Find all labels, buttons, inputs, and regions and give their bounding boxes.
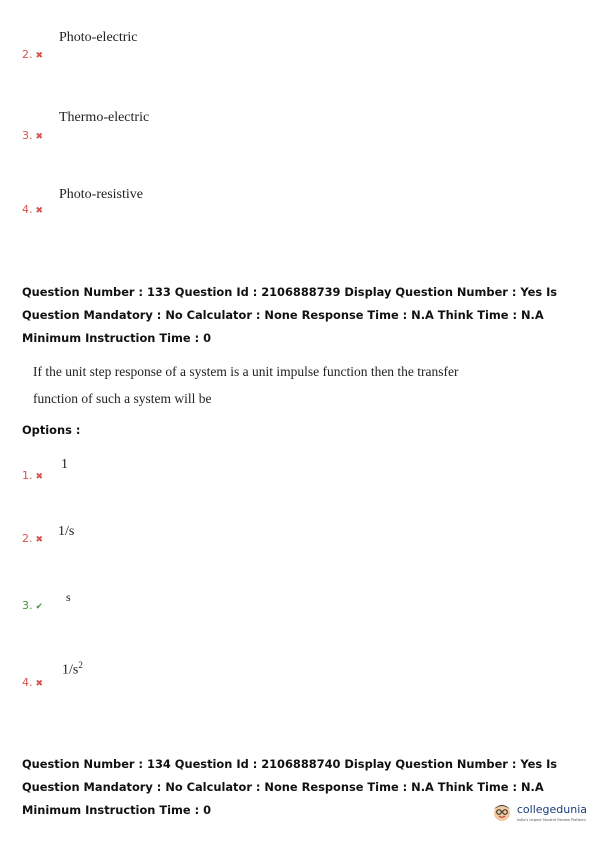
cross-icon: ✖ [35, 206, 44, 216]
option-number-label: 3. [22, 129, 33, 142]
option-text: Photo-electric [59, 30, 138, 45]
cross-icon: ✖ [35, 679, 44, 689]
mascot-icon [491, 800, 513, 822]
option-number-label: 2. [22, 48, 33, 61]
option-number [22, 203, 43, 216]
option-text [62, 660, 83, 679]
option-number [22, 129, 43, 142]
check-icon: ✔ [35, 602, 44, 612]
option-number [22, 469, 43, 482]
question-meta: Question Number : 134 Question Id : 2106888740 Display Question Number : Yes Is Question Mandatory : No Calculator : None Response Time : N.A Think Time : N.A Minimum Instruction Time : 0 [22, 757, 558, 817]
option-number [22, 599, 43, 612]
option-number [22, 676, 43, 689]
option-number [22, 48, 43, 61]
option-text-base: 1/s [62, 662, 79, 678]
option-text: 1/s [58, 524, 75, 539]
option-text: s [66, 590, 71, 604]
option-text-superscript: 2 [78, 660, 83, 670]
option-number-label: 4. [22, 203, 33, 216]
cross-icon: ✖ [35, 132, 44, 142]
brand-tagline: India's largest Student Review Platform [516, 818, 586, 822]
option-number [22, 532, 43, 545]
collegedunia-logo [491, 800, 587, 822]
option-number-label: 2. [22, 532, 33, 545]
option-text: 1 [61, 457, 68, 472]
options-label: Options : [22, 423, 81, 437]
option-text: Thermo-electric [59, 110, 150, 125]
question-text-line: function of such a system will be [33, 391, 212, 406]
brand-name: collegedunia [516, 803, 587, 816]
cross-icon: ✖ [35, 51, 44, 61]
cross-icon: ✖ [35, 535, 44, 545]
option-number-label: 1. [22, 469, 33, 482]
option-number-label: 4. [22, 676, 33, 689]
option-number-label: 3. [22, 599, 33, 612]
cross-icon: ✖ [35, 472, 44, 482]
option-text: Photo-resistive [59, 187, 143, 202]
question-meta: Question Number : 133 Question Id : 2106888739 Display Question Number : Yes Is Question Mandatory : No Calculator : None Response Time : N.A Think Time : N.A Minimum Instruction Time : 0 [22, 285, 558, 345]
question-text-line: If the unit step response of a system is a unit impulse function then the transfer [33, 364, 459, 379]
